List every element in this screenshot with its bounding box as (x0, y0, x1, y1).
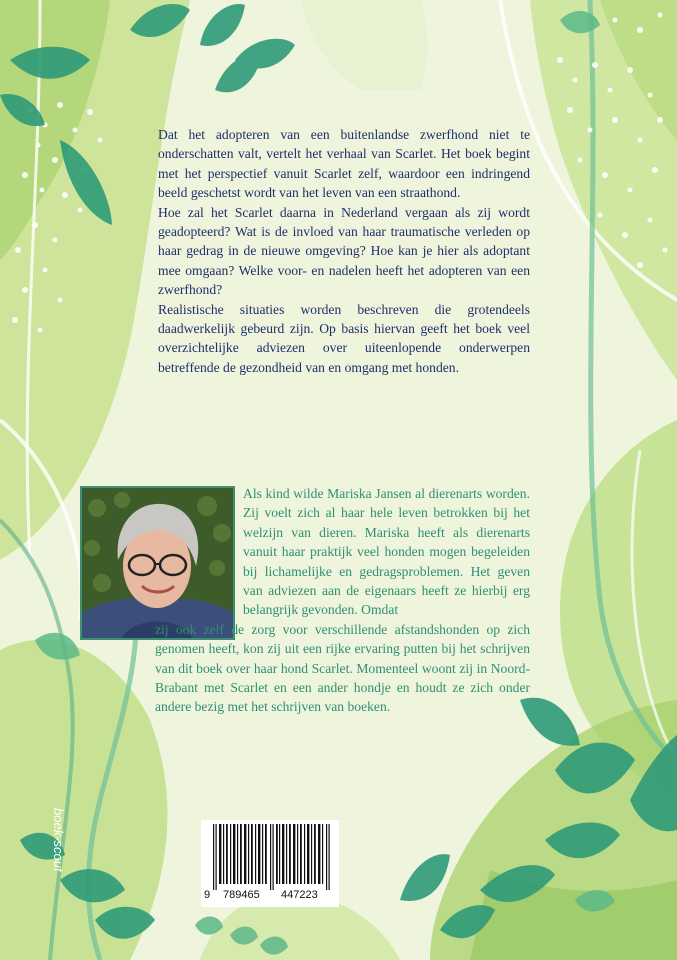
publisher-name: boek-scout (51, 808, 66, 872)
author-portrait-icon (82, 488, 233, 638)
barcode-right-digits: 447223 (281, 889, 318, 901)
author-bio-text: Als kind wilde Mariska Jansen al dierenarts worden. Zij voelt zich al haar hele leven betrokken bij het welzijn van dieren. Mariska heeft als dierenarts vanuit haar praktijk veel honden mogen begeleiden bij lichamelijke en gedragsproblemen. Het geven van adviezen aan de eigenaars heeft ze hierbij erg belangrijk gevonden. Omdat (243, 486, 530, 618)
back-cover-blurb (158, 125, 530, 377)
barcode-left-digits: 789465 (223, 889, 260, 901)
author-bio (155, 484, 530, 717)
barcode-digits (201, 889, 339, 905)
blurb-paragraph: Dat het adopteren van een buitenlandse zwerfhond niet te onderschatten valt, vertelt het verhaal van Scarlet. Het boek begint met het perspectief vanuit Scarlet zelf, waardoor een indringend beeld geschetst wordt van het leven van een straathond. (158, 127, 530, 201)
barcode-bars (213, 824, 331, 890)
blurb-paragraph: Realistische situaties worden beschreven die grotendeels daadwerkelijk gebeurd zijn. Op basis hiervan geeft het boek veel overzichtelijke adviezen over uiteenlopende onderwerpen betreffende de gezondheid van en omgang met honden. (158, 301, 530, 375)
author-photo (80, 486, 235, 640)
blurb-paragraph: Hoe zal het Scarlet daarna in Nederland vergaan als zij wordt geadopteerd? Wat is de invloed van haar traumatische verleden op haar gedrag in de nieuwe omgeving? Hoe kan je hier als adoptant mee omgaan? Welke voor- en nadelen heeft het adopteren van een zwerfhond? (158, 204, 530, 298)
publisher-logo (40, 808, 66, 888)
author-bio-text-wide: zij ook zelf de zorg voor verschillende afstandshonden op zich genomen heeft, kon zij uit een rijke ervaring putten bij het schrijven van dit boek over haar hond Scarlet. Momenteel woont zij in Noord-Brabant met Scarlet en een ander hondje en houdt ze zich onder andere bezig met het schrijven van boeken. (155, 621, 530, 715)
isbn-barcode (201, 820, 339, 907)
barcode-prefix: 9 (204, 889, 211, 901)
